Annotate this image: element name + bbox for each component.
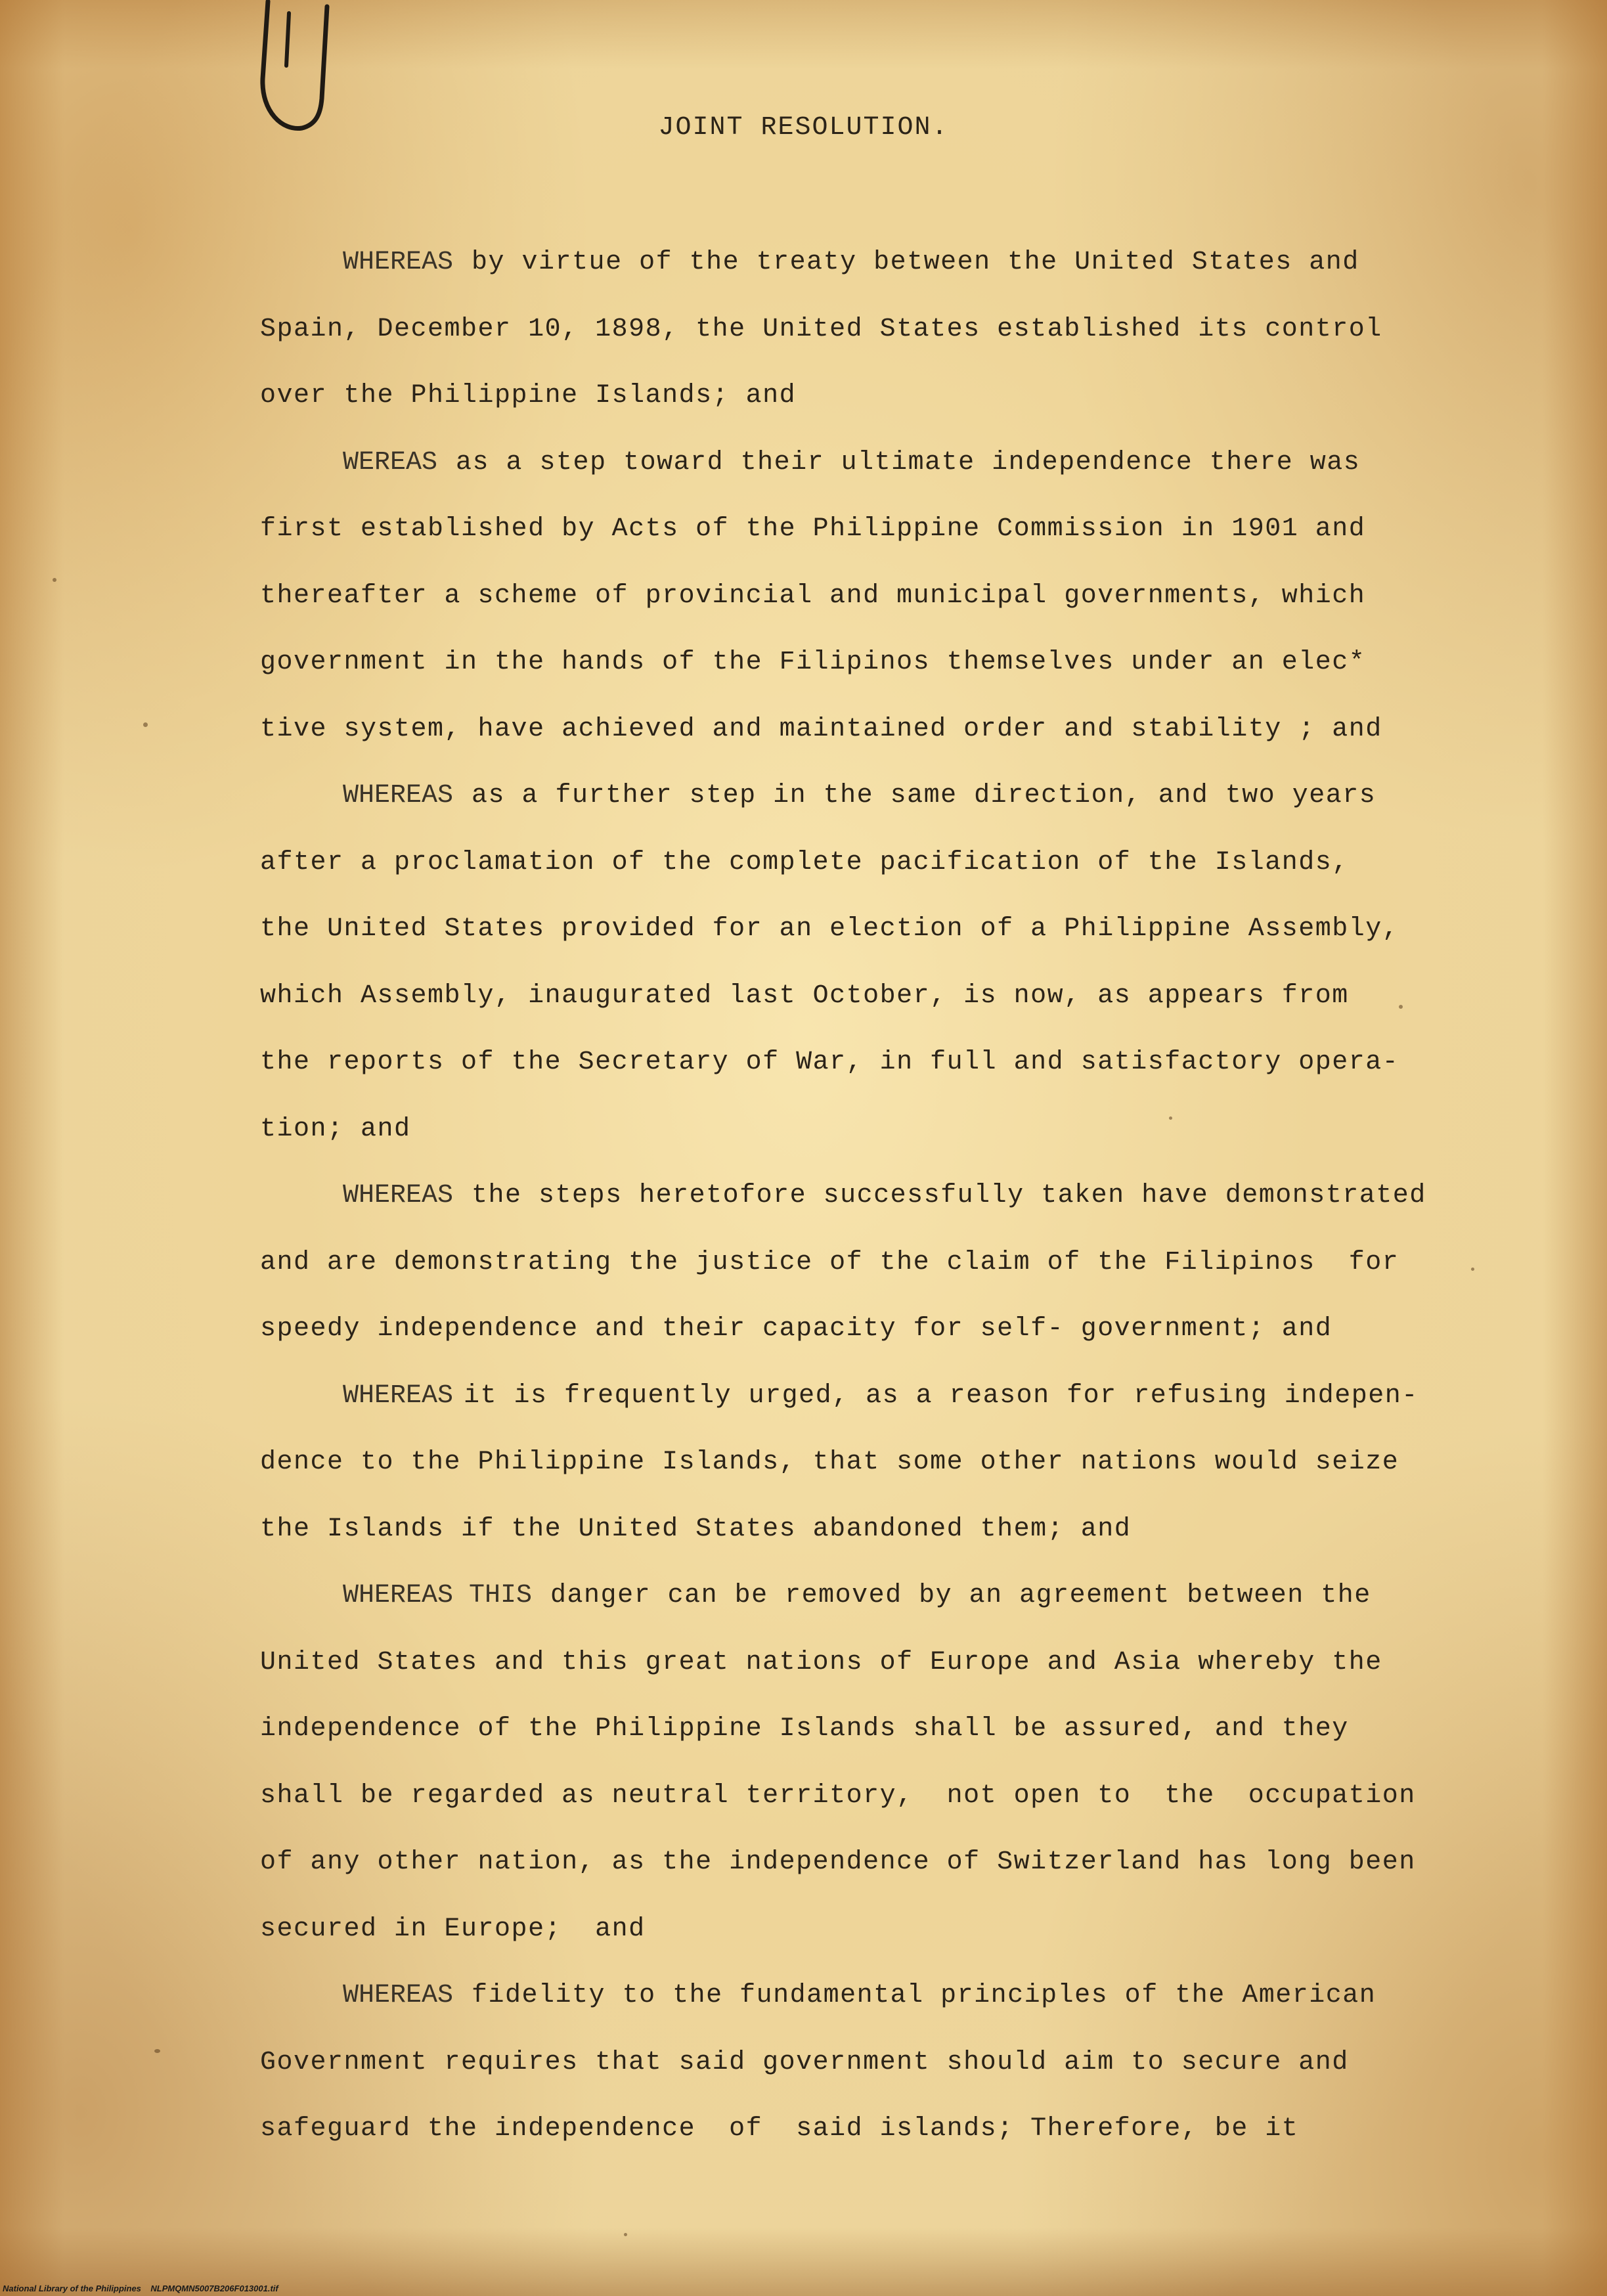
text-line: WHEREAS it is frequently urged, as a reason for refusing indepen-: [260, 1377, 1508, 1444]
text-line: WHEREAS as a further step in the same direction, and two years: [260, 776, 1508, 843]
text-line: over the Philippine Islands; and: [260, 381, 797, 410]
text-line: independence of the Philippine Islands shall be assured, and they: [260, 1714, 1349, 1744]
text-line: the Islands if the United States abandoned them; and: [260, 1514, 1132, 1544]
whereas-lead: WHEREAS: [343, 781, 454, 810]
text-line: WHEREAS THIS danger can be removed by an agreement between the: [260, 1576, 1508, 1643]
text-line: tion; and: [260, 1114, 411, 1144]
text-line: United States and this great nations of Europe and Asia whereby the: [260, 1647, 1382, 1677]
archive-caption: National Library of the Philippines NLPMQMN5007B206F013001.tif: [3, 2284, 278, 2293]
text-line: Government requires that said government should aim to secure and: [260, 2047, 1349, 2077]
document-body: [260, 243, 1508, 2176]
text-line: the United States provided for an election of a Philippine Assembly,: [260, 914, 1399, 944]
text-line: which Assembly, inaugurated last October, is now, as appears from: [260, 981, 1349, 1011]
text-line: first established by Acts of the Philippine Commission in 1901 and: [260, 514, 1366, 544]
text-line: Spain, December 10, 1898, the United States established its control: [260, 314, 1382, 344]
text-line: WEREAS as a step toward their ultimate independence there was: [260, 443, 1508, 510]
document-title: JOINT RESOLUTION.: [658, 113, 949, 143]
text-line: WHEREAS by virtue of the treaty between the United States and: [260, 243, 1508, 310]
text-line: the reports of the Secretary of War, in full and satisfactory opera-: [260, 1048, 1399, 1077]
whereas-lead: WEREAS: [343, 447, 438, 477]
text-line: shall be regarded as neutral territory, not open to the occupation: [260, 1780, 1416, 1811]
whereas-lead: WHEREAS: [343, 1380, 454, 1411]
text-line: of any other nation, as the independence of Switzerland has long been: [260, 1847, 1416, 1877]
text-line: dence to the Philippine Islands, that some other nations would seize: [260, 1447, 1399, 1477]
whereas-lead: WHEREAS: [343, 248, 454, 277]
whereas-lead: WHEREAS: [343, 1981, 454, 2010]
whereas-lead: WHEREAS THIS: [343, 1581, 533, 1610]
text-line: speedy independence and their capacity for self- government; and: [260, 1314, 1332, 1344]
text-line: WHEREAS fidelity to the fundamental principles of the American: [260, 1976, 1508, 2043]
text-line: thereafter a scheme of provincial and municipal governments, which: [260, 581, 1366, 611]
whereas-lead: WHEREAS: [343, 1181, 454, 1210]
text-line: tive system, have achieved and maintained order and stability ; and: [260, 714, 1382, 744]
text-line: after a proclamation of the complete pacification of the Islands,: [260, 847, 1349, 877]
text-line: and are demonstrating the justice of the claim of the Filipinos for: [260, 1247, 1399, 1277]
text-line: secured in Europe; and: [260, 1914, 646, 1944]
text-line: WHEREAS the steps heretofore successfully taken have demonstrated: [260, 1176, 1508, 1243]
text-line: safeguard the independence of said islands; Therefore, be it: [260, 2114, 1299, 2144]
text-line: government in the hands of the Filipinos themselves under an elec*: [260, 648, 1366, 677]
